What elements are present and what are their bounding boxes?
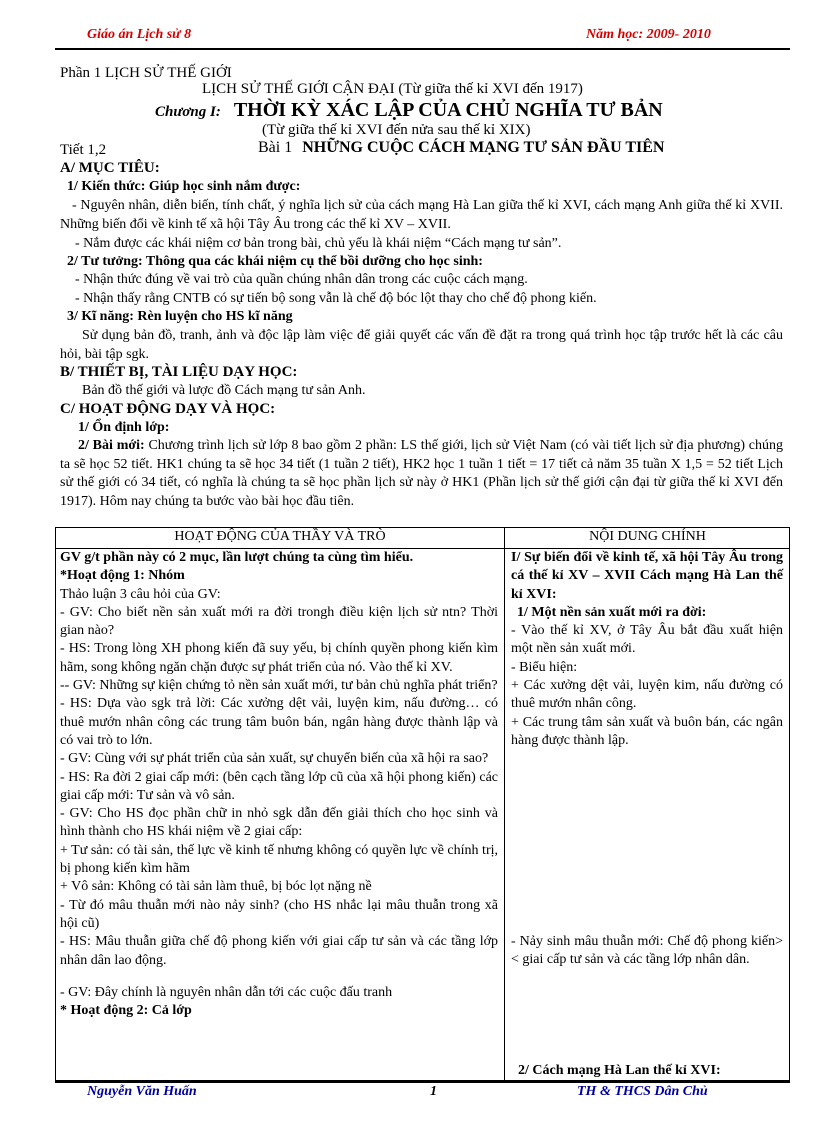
table-right-subsection-2 [518,1062,790,1080]
header-school-year: Năm học: 2009- 2010 [586,27,711,42]
thought-point-1: - Nhận thức đúng về vai trò của quần chúng nhân dân trong các cuộc cách mạng. [75,272,528,287]
left-intro: GV g/t phần này có 2 mục, lần lượt chúng ta cùng tìm hiểu. [60,550,414,565]
table-column-divider [504,528,505,1080]
lesson-heading [258,138,664,158]
section-c-heading: C/ HOẠT ĐỘNG DẠY VÀ HỌC: [60,401,276,417]
section-a-heading: A/ MỤC TIÊU: [60,160,160,176]
right-item: - Biểu hiện: [511,659,578,675]
chapter-title: THỜI KỲ XÁC LẬP CỦA CHỦ NGHĨA TƯ BẢN [233,99,663,121]
table-right-column [511,549,783,750]
left-item: Thảo luận 3 câu hỏi của GV: [60,586,221,602]
right-item: - Vào thế kỉ XV, ở Tây Âu bắt đầu xuất hiện một nền sản xuất mới. [511,623,783,657]
new-lesson-paragraph [60,437,783,511]
stabilize-heading: 1/ Ổn định lớp: [78,420,170,435]
subsection-1-heading: 1/ Một nền sản xuất mới ra đời: [517,604,707,620]
right-item: - Nảy sinh mâu thuẫn mới: Chế độ phong kiến>< giai cấp tư sản và các tầng lớp nhân dân. [511,934,783,968]
right-item: + Các xưởng dệt vải, luyện kim, nấu đường có thuê mướn nhân công. [511,678,783,712]
equipment-text: Bản đồ thế giới và lược đồ Cách mạng tư sản Anh. [82,383,366,398]
subsection-2-heading: 2/ Cách mạng Hà Lan thế kỉ XVI: [518,1063,721,1078]
knowledge-heading: 1/ Kiến thức: Giúp học sinh nắm được: [67,179,301,194]
header-rule [55,48,790,50]
activity-1-heading: *Hoạt động 1: Nhóm [60,568,185,584]
part-title: Phần 1 LỊCH SỬ THẾ GIỚI [60,65,232,81]
left-item: -- GV: Những sự kiện chứng tỏ nền sản xuất mới, tư bản chủ nghĩa phát triển? [60,678,498,694]
period-title: LỊCH SỬ THẾ GIỚI CẬN ĐẠI (Từ giữa thế kỉ XVI đến 1917) [202,81,583,97]
activity-table [55,527,790,1081]
left-item: + Tư sản: có tài sản, thế lực về kinh tế nhưng không có quyền lực về chính trị, bị phong kiến kìm hãm [60,842,498,877]
activity-2-heading: * Hoạt động 2: Cả lớp [60,1003,192,1019]
new-lesson-label: 2/ Bài mới: [78,438,145,453]
lesson-title: NHỮNG CUỘC CÁCH MẠNG TƯ SẢN ĐẦU TIÊN [302,139,665,156]
skill-point-1: Sử dụng bản đồ, tranh, ảnh và độc lập làm việc để giải quyết các vấn đề đặt ra trong quá trình học tập trước hết là các câu hỏi, bài tập sgk. [60,328,783,362]
table-header-left: HOẠT ĐỘNG CỦA THẦY VÀ TRÒ [174,529,386,544]
table-right-contradiction [511,933,783,970]
footer-author: Nguyễn Văn Huấn [87,1084,197,1099]
left-item: - GV: Đây chính là nguyên nhân dẫn tới các cuộc đấu tranh [60,984,393,1000]
knowledge-point-1: - Nguyên nhân, diễn biến, tính chất, ý nghĩa lịch sử của cách mạng Hà Lan giữa thế kỉ XVI, cách mạng Anh giữa thế kỉ XVII. Những biến đổi về kinh tế xã hội Tây Âu trong các thế kỉ XV – XVII. [60,198,783,232]
left-item: + Vô sản: Không có tài sản làm thuê, bị bóc lọt nặng nề [60,879,372,895]
skill-heading: 3/ Kĩ năng: Rèn luyện cho HS kĩ năng [67,309,293,324]
left-item: - GV: Cho biết nền sản xuất mới ra đời trongh điều kiện lịch sử ntn? Thời gian nào? [60,604,498,639]
footer-rule [55,1081,790,1083]
table-header-right: NỘI DUNG CHÍNH [589,529,706,544]
footer-school: TH & THCS Dân Chủ [577,1084,708,1099]
chapter-label: Chương I: [155,104,221,120]
section-i-heading: I/ Sự biến đổi về kinh tế, xã hội Tây Âu trong cá thế kỉ XV – XVII Cách mạng Hà Lan thế kỉ XVI: [511,550,783,602]
knowledge-point-2: - Nắm được các khái niệm cơ bản trong bài, chủ yếu là khái niệm “Cách mạng tư sản”. [75,236,562,251]
thought-point-2: - Nhận thấy rằng CNTB có sự tiến bộ song vẫn là chế độ bóc lột thay cho chế độ phong kiến. [75,291,597,306]
left-item: - GV: Cùng với sự phát triển của sản xuất, sự chuyển biến của xã hội ra sao? [60,751,489,767]
lesson-number: Tiết 1,2 [60,142,107,158]
left-item: - HS: Trong lòng XH phong kiến đã suy yếu, bị chính quyền phong kiến kìm hãm, song không ngăn chặn được sự phát triển của nó. Vào thế kỉ XV. [60,641,498,675]
left-item: - HS: Dựa vào sgk trả lời: Các xưởng dệt vải, luyện kim, nấu đường… có thuê mướn nhân công các trung tâm buôn bán, ngân hàng được thành lập và có vai trò to lớn. [60,696,498,748]
lesson-label: Bài 1 [258,139,293,156]
left-item: - HS: Mâu thuẫn giữa chế độ phong kiến với giai cấp tư sản và các tầng lớp nhân dân lao động. [60,934,498,968]
right-item: + Các trung tâm sản xuất và buôn bán, các ngân hàng được thành lập. [511,714,783,748]
left-item: - GV: Cho HS đọc phần chữ in nhỏ sgk dẫn đến giải thích cho học sinh và hình thành cho HS khái niệm về 2 giai cấp: [60,806,498,840]
header-subject: Giáo án Lịch sử 8 [87,27,192,42]
thought-heading: 2/ Tư tưởng: Thông qua các khái niệm cụ thể bồi dưỡng cho học sinh: [67,254,483,269]
chapter-range: (Từ giữa thế kỉ XVI đến nửa sau thế kỉ XIX) [262,122,531,138]
section-b-heading: B/ THIẾT BỊ, TÀI LIỆU DẠY HỌC: [60,364,298,380]
table-left-column [60,549,498,1020]
new-lesson-text: Chương trình lịch sử lớp 8 bao gồm 2 phần: LS thế giới, lịch sử Việt Nam (có vài tiết lịch sử địa phương) chúng ta sẽ học 52 tiết. HK1 chúng ta sẽ học 34 tiết (1 tuần 2 tiết), HK2 học 1 tuần 1 tiết = 17 tiết cả năm 35 tuần X 1,5 = 52 tiết Lịch sử thế giới có 34 tiết, có nghĩa là chúng ta sẽ học phần lịch sử này ở HK1 (Phần lịch sử thế giới cận đại từ giữa thế kỉ XVI đến 1917). Hôm nay chúng ta bước vào bài học đầu tiên. [60,438,783,509]
left-item: - HS: Ra đời 2 giai cấp mới: (bên cạch tầng lớp cũ của xã hội phong kiến) các giai cấp mới: Tư sản và vô sản. [60,769,498,803]
left-item: - Từ đó mâu thuẫn mới nào nảy sinh? (cho HS nhắc lại mâu thuẫn trong xã hội cũ) [60,897,498,931]
footer-page-number: 1 [430,1084,437,1099]
